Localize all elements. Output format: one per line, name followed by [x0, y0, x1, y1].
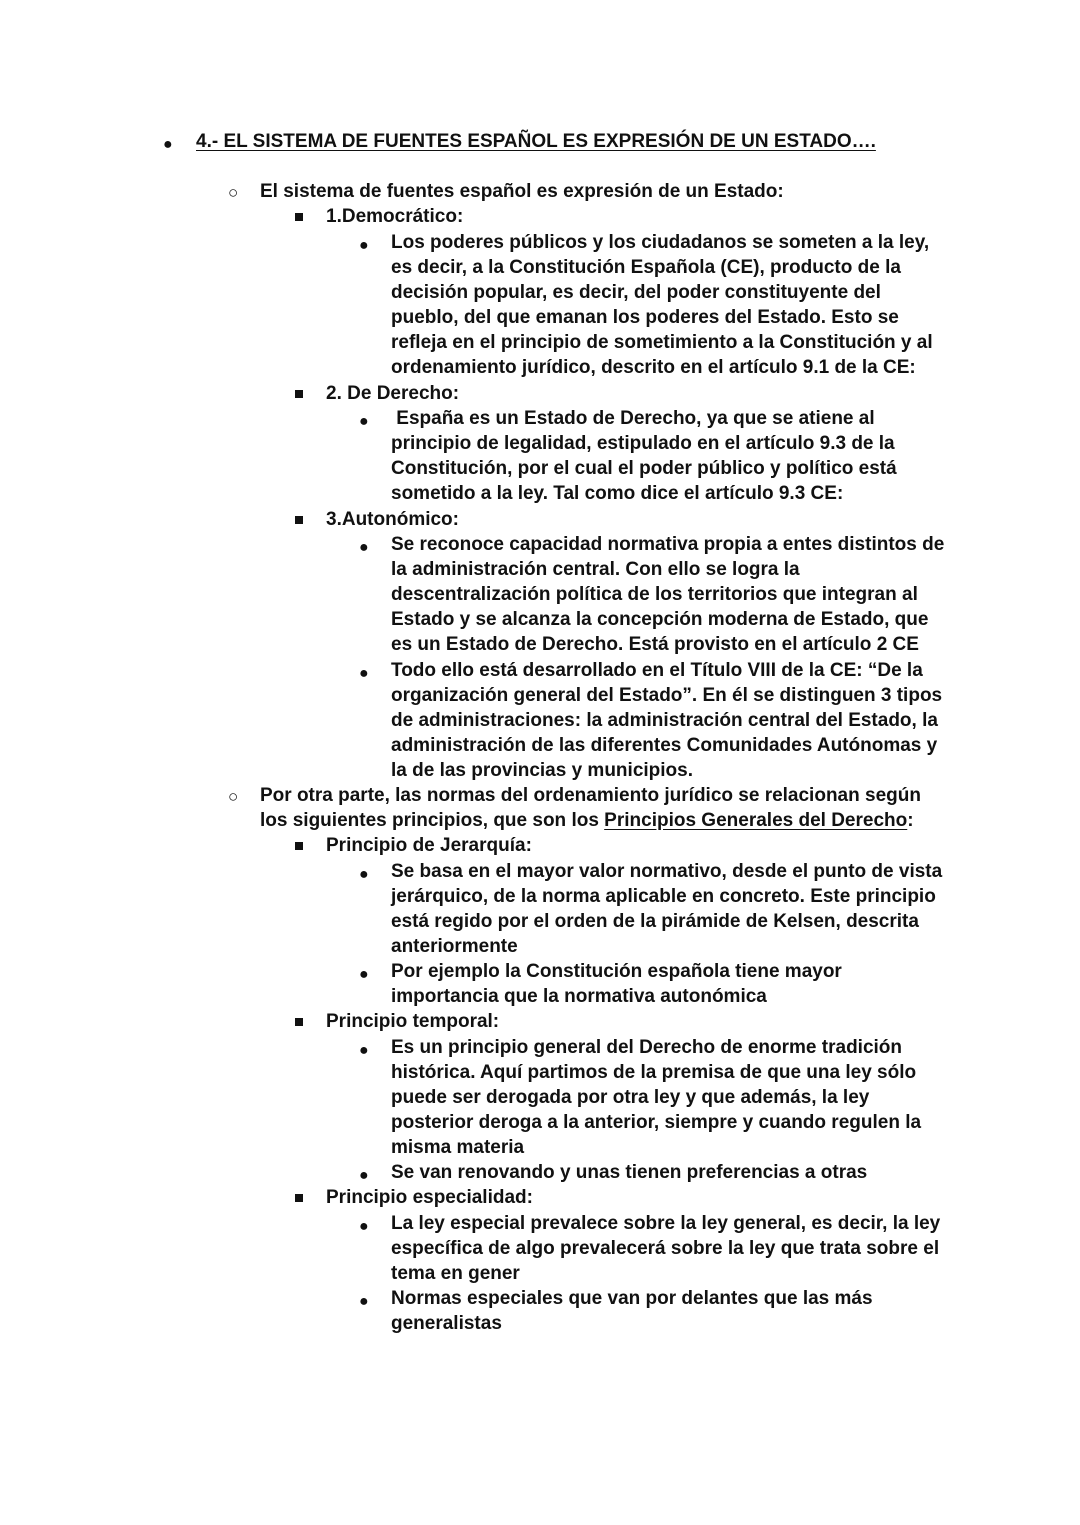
paragraph-line: Los poderes públicos y los ciudadanos se someten a la ley,	[391, 232, 930, 253]
bullet-dot: ●	[359, 1218, 369, 1235]
bullet-square	[295, 390, 303, 398]
paragraph-line: la administración central. Con ello se logra la	[391, 559, 800, 580]
paragraph-line: anteriormente	[391, 936, 518, 957]
especialidad-label: Principio especialidad:	[326, 1187, 533, 1208]
bullet-circle: ○	[228, 787, 239, 806]
paragraph-line: principio de legalidad, estipulado en el artículo 9.3 de la	[391, 433, 895, 454]
paragraph-line: generalistas	[391, 1313, 502, 1334]
bullet-dot: ●	[359, 539, 369, 556]
paragraph-line: La ley especial prevalece sobre la ley general, es decir, la ley	[391, 1213, 941, 1234]
section-heading: 4.- EL SISTEMA DE FUENTES ESPAÑOL ES EXPRESIÓN DE UN ESTADO….	[196, 131, 876, 152]
paragraph-line: histórica. Aquí partimos de la premisa de que una ley sólo	[391, 1062, 917, 1083]
principios-generales-link: Principios Generales del Derecho	[604, 810, 908, 831]
intro-text: los siguientes principios, que son los	[260, 810, 605, 831]
paragraph-line: posterior deroga a la anterior, siempre y cuando regulen la	[391, 1112, 922, 1133]
paragraph-line: está regido por el orden de la pirámide de Kelsen, descrita	[391, 911, 919, 932]
bullet-dot: ●	[359, 237, 369, 254]
paragraph-line: de administraciones: la administración central del Estado, la	[391, 710, 938, 731]
paragraph-line: sometido a la ley. Tal como dice el artículo 9.3 CE:	[391, 483, 844, 504]
paragraph-line: España es un Estado de Derecho, ya que se atiene al	[391, 408, 875, 429]
paragraph-line: ordenamiento jurídico, descrito en el artículo 9.1 de la CE:	[391, 357, 916, 378]
bullet-dot: ●	[163, 136, 173, 153]
bullet-square	[295, 1194, 303, 1202]
bullet-circle: ○	[228, 183, 239, 202]
autonomico-label: 3.Autonómico:	[326, 509, 459, 530]
paragraph-line: es decir, a la Constitución Española (CE), producto de la	[391, 257, 901, 278]
paragraph-line: misma materia	[391, 1137, 525, 1158]
intro-text: :	[907, 810, 914, 831]
jerarquia-label: Principio de Jerarquía:	[326, 835, 532, 856]
paragraph-line: Es un principio general del Derecho de enorme tradición	[391, 1037, 903, 1058]
paragraph-line: pueblo, del que emanan los poderes del Estado. Esto se	[391, 307, 899, 328]
paragraph-line: la de las provincias y municipios.	[391, 760, 693, 781]
paragraph-line: jerárquico, de la norma aplicable en concreto. Este principio	[391, 886, 936, 907]
bullet-dot: ●	[359, 1167, 369, 1184]
section2-intro-line: Por otra parte, las normas del ordenamiento jurídico se relacionan según	[260, 785, 921, 806]
paragraph-line: descentralización política de los territorios que integran al	[391, 584, 918, 605]
bullet-dot: ●	[359, 665, 369, 682]
paragraph-line: Se van renovando y unas tienen preferencias a otras	[391, 1162, 868, 1183]
paragraph-line: organización general del Estado”. En él se distinguen 3 tipos	[391, 685, 943, 706]
bullet-dot: ●	[359, 413, 369, 430]
bullet-dot: ●	[359, 1293, 369, 1310]
paragraph-line: tema en gener	[391, 1263, 520, 1284]
bullet-dot: ●	[359, 966, 369, 983]
paragraph-line: Se basa en el mayor valor normativo, desde el punto de vista	[391, 861, 943, 882]
paragraph-line: refleja en el principio de sometimiento a la Constitución y al	[391, 332, 933, 353]
paragraph-line: específica de algo prevalecerá sobre la ley que trata sobre el	[391, 1238, 940, 1259]
paragraph-line: Estado y se alcanza la concepción moderna de Estado, que	[391, 609, 929, 630]
paragraph-line: importancia que la normativa autonómica	[391, 986, 767, 1007]
section1-intro: El sistema de fuentes español es expresión de un Estado:	[260, 181, 784, 202]
paragraph-line: Todo ello está desarrollado en el Título VIII de la CE: “De la	[391, 660, 923, 681]
paragraph-line: puede ser derogada por otra ley y que además, la ley	[391, 1087, 870, 1108]
paragraph-line: administración de las diferentes Comunidades Autónomas y	[391, 735, 938, 756]
temporal-label: Principio temporal:	[326, 1011, 500, 1032]
bullet-square	[295, 516, 303, 524]
paragraph-line: Por ejemplo la Constitución española tiene mayor	[391, 961, 842, 982]
bullet-square	[295, 1018, 303, 1026]
bullet-square	[295, 842, 303, 850]
bullet-dot: ●	[359, 866, 369, 883]
paragraph-line: Normas especiales que van por delantes que las más	[391, 1288, 873, 1309]
paragraph-line: decisión popular, es decir, del poder constituyente del	[391, 282, 881, 303]
paragraph-line: Constitución, por el cual el poder público y político está	[391, 458, 897, 479]
paragraph-line: es un Estado de Derecho. Está provisto en el artículo 2 CE	[391, 634, 919, 655]
paragraph-line: Se reconoce capacidad normativa propia a entes distintos de	[391, 534, 945, 555]
section2-intro-line	[260, 808, 914, 833]
bullet-dot: ●	[359, 1042, 369, 1059]
democratico-label: 1.Democrático:	[326, 206, 464, 227]
bullet-square	[295, 213, 303, 221]
derecho-label: 2. De Derecho:	[326, 383, 460, 404]
